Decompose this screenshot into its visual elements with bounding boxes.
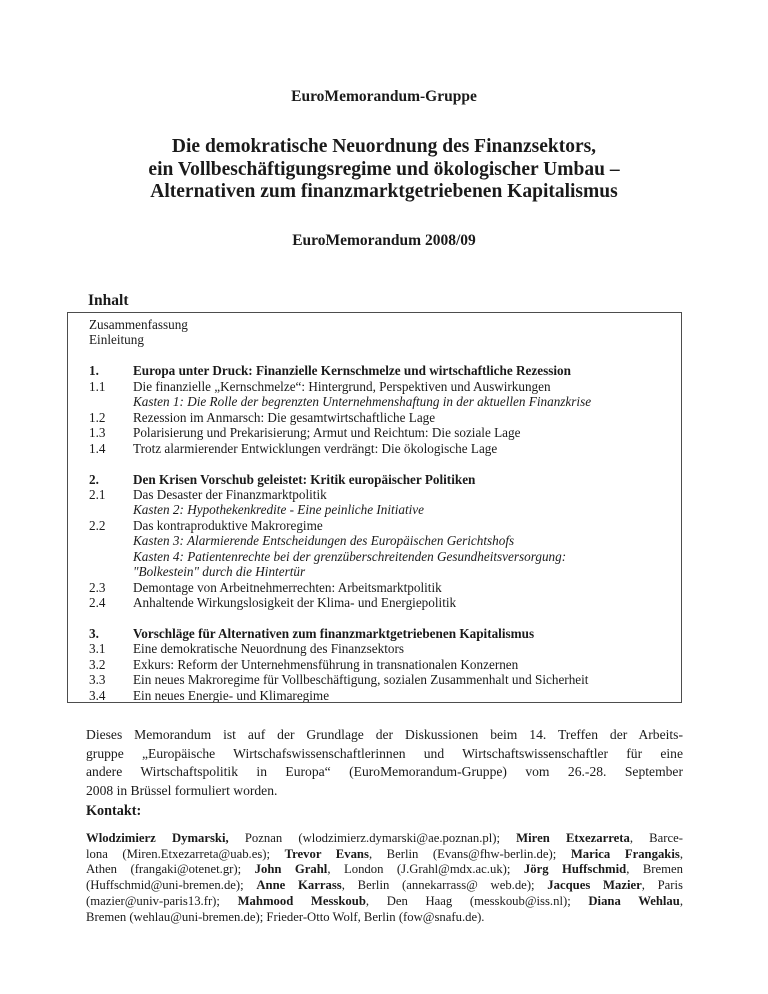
contact-line: lona (Miren.Etxezarreta@uab.es); Trevor Evans, Berlin (Evans@fhw-berlin.de); Marica Frangakis, [86,846,683,861]
intro-line: andere Wirtschaftspolitik in Europa“ (EuroMemorandum-Gruppe) vom 26.-28. September [86,764,683,780]
toc-entry [89,641,675,656]
toc-entry [89,472,675,487]
toc-entry [89,595,675,610]
intro-line: Dieses Memorandum ist auf der Grundlage der Diskussionen beim 14. Treffen der Arbeits- [86,727,683,742]
toc-entry [89,425,675,440]
toc-entry-number: 1.4 [89,440,106,456]
group-name: EuroMemorandum-Gruppe [291,88,477,105]
toc-entry: Kasten 1: Die Rolle der begrenzten Unternehmenshaftung in der aktuellen Finanzkrise [133,394,592,410]
toc-entry [89,688,675,703]
toc-entry-number: 2.4 [89,595,106,611]
document-subtitle: EuroMemorandum 2008/09 [292,232,476,249]
toc-entry [89,456,675,471]
contact-line: Wlodzimierz Dymarski, Poznan (wlodzimierz.dymarski@ae.poznan.pl); Miren Etxezarreta, Barce- [86,831,683,845]
toc-entry [89,410,675,425]
toc-entry [89,379,675,394]
toc-entry-number: 1.3 [89,425,106,441]
toc-entry-number: 2.3 [89,579,106,595]
toc-entry-title: Vorschläge für Alternativen zum finanzmarktgetriebenen Kapitalismus [133,626,535,642]
toc-box [67,312,682,703]
toc-entry [89,580,675,595]
toc-entry-number: 3.2 [89,656,106,672]
toc-entry: Kasten 4: Patientenrechte bei der grenzüberschreitenden Gesundheitsversorgung: [133,548,567,564]
contact-line: Bremen (wehlau@uni-bremen.de); Frieder-Otto Wolf, Berlin (fow@snafu.de). [86,909,485,924]
toc-entry-number: 3.3 [89,672,106,688]
contact-paragraph [86,831,683,925]
toc-entry-number: 3.4 [89,687,106,703]
toc-entry-number: 1. [89,363,99,379]
toc-entry-title: Den Krisen Vorschub geleistet: Kritik europäischer Politiken [133,471,476,487]
toc-entry [89,348,675,363]
toc-entry-title: Die finanzielle „Kernschmelze“: Hintergrund, Perspektiven und Auswirkungen [133,378,551,394]
toc-entry-title: Europa unter Druck: Finanzielle Kernschmelze und wirtschaftliche Rezession [133,363,571,379]
toc-entry-number: 1.2 [89,409,106,425]
toc-entry-title: Ein neues Makroregime für Vollbeschäftigung, sozialen Zusammenhalt und Sicherheit [133,672,589,688]
contact-line: (Huffschmid@uni-bremen.de); Anne Karrass, Berlin (annekarrass@ web.de); Jacques Mazier, Paris [86,878,683,893]
toc-entry: Einleitung [89,332,144,348]
toc-entry-title: Exkurs: Reform der Unternehmensführung in transnationalen Konzernen [133,656,519,672]
toc-entry [89,518,675,533]
toc-entry-title: Rezession im Anmarsch: Die gesamtwirtschaftliche Lage [133,409,436,425]
toc-entry-title: Polarisierung und Prekarisierung; Armut und Reichtum: Die soziale Lage [133,425,521,441]
toc-entry [89,611,675,626]
toc-entry: Kasten 2: Hypothekenkredite - Eine peinliche Initiative [133,502,424,518]
toc-entry-number: 2.2 [89,517,106,533]
toc-entry-title: Anhaltende Wirkungslosigkeit der Klima- und Energiepolitik [133,595,457,611]
intro-paragraph [86,726,683,801]
toc-entry-title: Ein neues Energie- und Klimaregime [133,687,330,703]
toc-entry [89,487,675,502]
contact-line: (mazier@univ-paris13.fr); Mahmood Messkoub, Den Haag (messkoub@iss.nl); Diana Wehlau, [86,893,683,908]
toc-entry [89,441,675,456]
toc-entry-number: 2.1 [89,486,106,502]
toc-entry-title: Eine demokratische Neuordnung des Finanzsektors [133,641,405,657]
title-line-2: ein Vollbeschäftigungsregime und ökologischer Umbau – [148,158,620,180]
toc-entry-title: Trotz alarmierender Entwicklungen verdrängt: Die ökologische Lage [133,440,498,456]
intro-line: gruppe „Europäische Wirtschafswissenschaftlerinnen und Wirtschaftswissenschaftler für eine [86,745,683,761]
toc-entry: "Bolkestein" durch die Hintertür [133,564,306,580]
toc-entry: Kasten 3: Alarmierende Entscheidungen des Europäischen Gerichtshofs [133,533,515,549]
toc-entry-title: Demontage von Arbeitnehmerrechten: Arbeitsmarktpolitik [133,579,442,595]
toc-entry-number: 2. [89,471,99,487]
toc-entry [89,657,675,672]
document-title [0,136,768,204]
title-line-1: Die demokratische Neuordnung des Finanzsektors, [171,136,597,157]
toc-entry: Zusammenfassung [89,317,188,332]
toc-entry [89,626,675,641]
toc-entry-number: 3.1 [89,641,106,657]
toc-entry-number: 3. [89,626,99,642]
toc-entry-title: Das Desaster der Finanzmarktpolitik [133,486,327,502]
toc-entry-number: 1.1 [89,378,106,394]
toc-entry [89,672,675,687]
toc-entry-title: Das kontraproduktive Makroregime [133,517,323,533]
title-line-3: Alternativen zum finanzmarktgetriebenen Kapitalismus [150,181,618,202]
contact-line: Athen (frangaki@otenet.gr); John Grahl, London (J.Grahl@mdx.ac.uk); Jörg Huffschmid, Bremen [86,862,683,877]
toc-heading: Inhalt [88,292,129,309]
kontakt-heading: Kontakt: [86,803,142,819]
intro-line: 2008 in Brüssel formuliert worden. [86,783,278,799]
toc-entry [89,363,675,378]
